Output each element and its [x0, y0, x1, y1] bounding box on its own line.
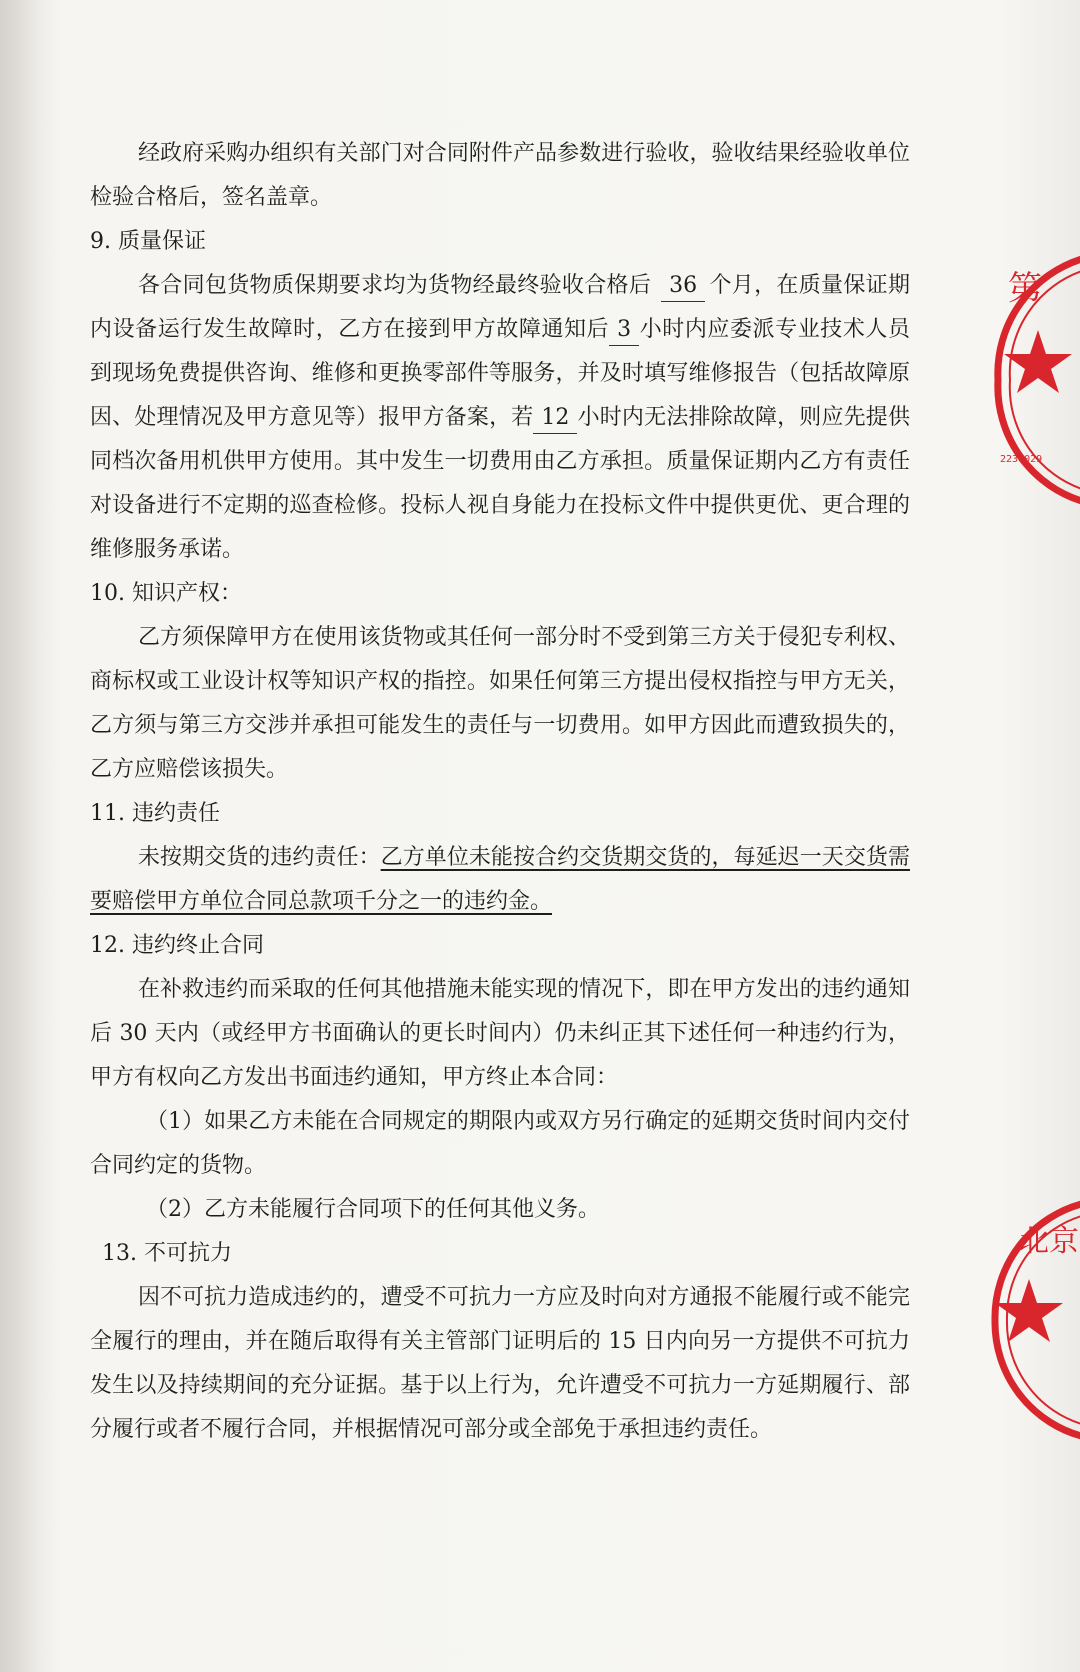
section-12-item-2: （2）乙方未能履行合同项下的任何其他义务。 [146, 1197, 600, 1222]
section-10-paragraph: 乙方须保障甲方在使用该货物或其任何一部分时不受到第三方关于侵犯专利权、商标权或工业设计权等知识产权的指控。如果任何第三方提出侵权指控与甲方无关，乙方须与第三方交涉并承担可能发生的责任与一切费用。如甲方因此而遭致损失的，乙方应赔偿该损失。 [90, 625, 910, 782]
section-11-paragraph [90, 836, 910, 924]
contract-body [90, 132, 910, 1452]
seal-bottom-text: 北京 [1019, 1224, 1079, 1259]
official-seal-top [990, 250, 1080, 510]
section-13-paragraph: 因不可抗力造成违约的，遭受不可抗力一方应及时向对方通报不能履行或不能完全履行的理由，并在随后取得有关主管部门证明后的 15 日内向另一方提供不可抗力发生以及持续期间的充分证据。基于以上行为，允许遭受不可抗力一方延期履行、部分履行或者不履行合同，并根据情况可部分或全部免于承担违约责任。 [90, 1285, 910, 1442]
section-9-heading: 9. 质量保证 [90, 229, 206, 254]
section-11-label: 未按期交货的违约责任： [138, 845, 381, 870]
response-hours-blank: 3 [609, 315, 639, 346]
section-11-heading: 11. 违约责任 [90, 801, 220, 826]
section-10-heading: 10. 知识产权： [90, 581, 242, 606]
page-shadow [0, 0, 60, 1672]
repair-hours-blank: 12 [533, 403, 577, 434]
acceptance-paragraph: 经政府采购办组织有关部门对合同附件产品参数进行验收，验收结果经验收单位检验合格后，签名盖章。 [90, 141, 910, 210]
section-9-text-c: 小时内应委派专业技术人员到现场免费提供咨询、维修和更换零部件等服务，并及时填写维修报告（包括故障原因、处理情况及甲方意见等）报甲方备案，若 [90, 317, 910, 430]
warranty-months-blank: 36 [661, 271, 705, 302]
section-12-paragraph: 在补救违约而采取的任何其他措施未能实现的情况下，即在甲方发出的违约通知后 30 天内（或经甲方书面确认的更长时间内）仍未纠正其下述任何一种违约行为，甲方有权向乙方发出书面违约通知，甲方终止本合同： [90, 977, 910, 1090]
seal-top-character: 第 [1008, 269, 1042, 309]
seal-star-icon-2 [995, 1279, 1063, 1342]
section-9-text-a: 各合同包货物质保期要求均为货物经最终验收合格后 [138, 273, 652, 298]
section-13-heading: 13. 不可抗力 [102, 1241, 232, 1266]
section-9-paragraph [90, 264, 910, 572]
section-12-heading: 12. 违约终止合同 [90, 933, 264, 958]
section-12-item-1: （1）如果乙方未能在合同规定的期限内或双方另行确定的延期交货时间内交付合同约定的货物。 [90, 1109, 910, 1178]
section-9-text-b: 个月，在质量保证期内设备运行发生故障时，乙方在接到甲方故障通知后 [90, 273, 910, 342]
official-seal-bottom [985, 1195, 1080, 1445]
section-11-underlined-clause: 乙方单位未能按合约交货期交货的，每延迟一天交货需要赔偿甲方单位合同总款项千分之一的违约金。 [90, 845, 910, 914]
seal-serial-number: 2230029 [1000, 454, 1043, 465]
section-9-text-d: 小时内无法排除故障，则应先提供同档次备用机供甲方使用。其中发生一切费用由乙方承担。质量保证期内乙方有责任对设备进行不定期的巡查检修。投标人视自身能力在投标文件中提供更优、更合理的维修服务承诺。 [90, 405, 910, 562]
